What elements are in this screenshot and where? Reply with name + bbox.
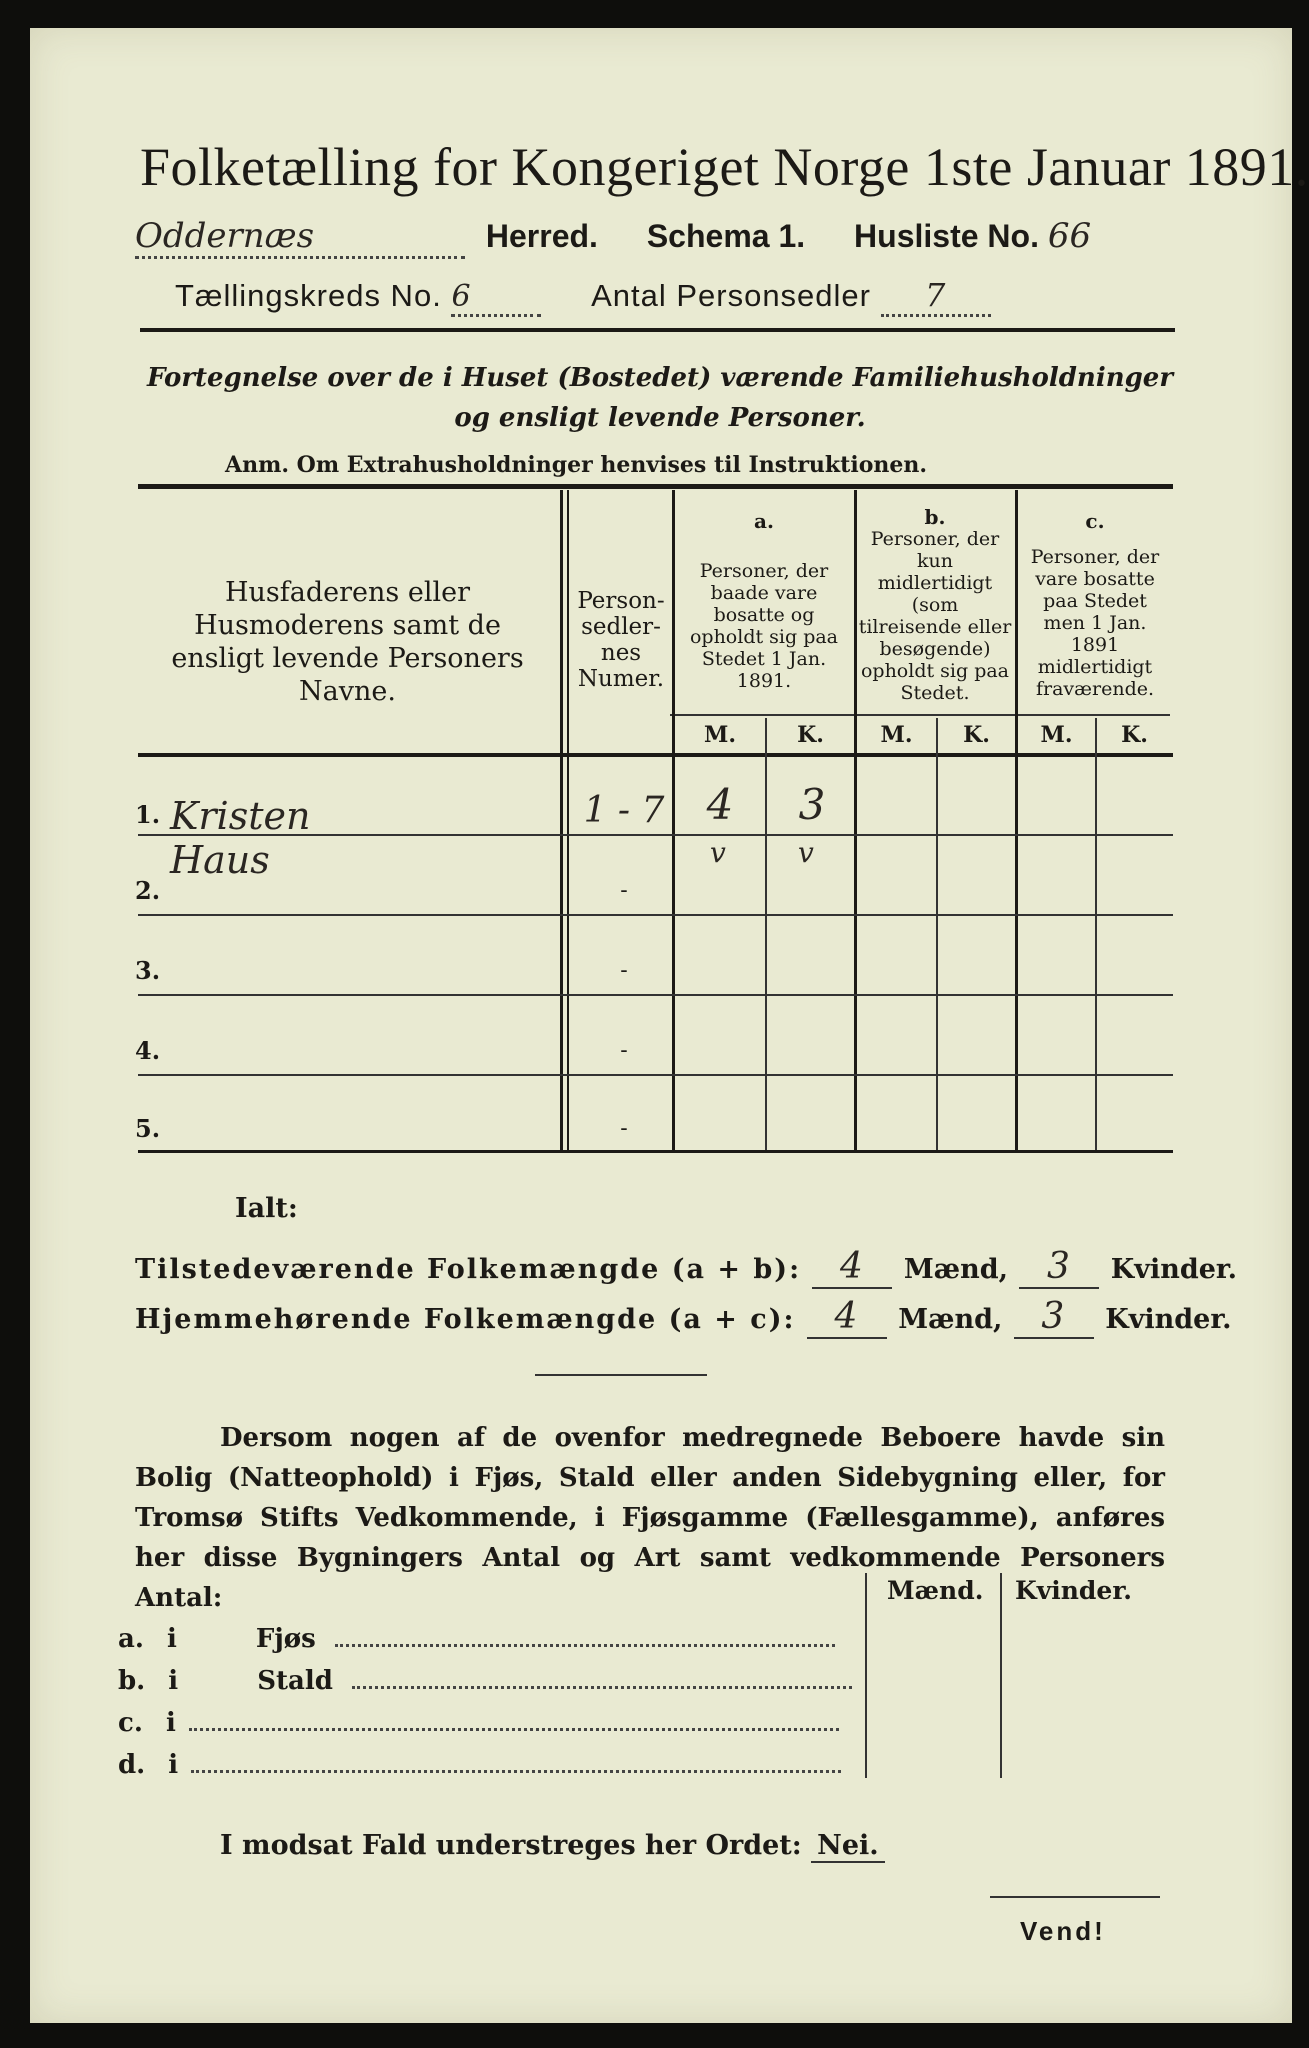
row-number: 3. bbox=[135, 956, 161, 985]
buildings-kvinder-header: Kvinder. bbox=[1015, 1576, 1132, 1605]
note: Anm. Om Extrahusholdninger henvises til Instruktionen. bbox=[225, 452, 928, 478]
husliste-label: Husliste No. bbox=[854, 218, 1039, 254]
row-a-k-check: v bbox=[798, 836, 814, 869]
building-dots bbox=[352, 1686, 852, 1689]
tilstede-k: 3 bbox=[1019, 1246, 1099, 1289]
building-letter: c. bbox=[118, 1708, 143, 1738]
vend-rule bbox=[990, 1896, 1160, 1898]
building-letter: d. bbox=[118, 1750, 146, 1780]
row-rule bbox=[138, 1074, 1173, 1076]
municipality-field: Oddernæs bbox=[135, 216, 465, 259]
col-sep-a-mk bbox=[765, 718, 767, 1150]
tilstede-m: 4 bbox=[812, 1246, 892, 1289]
row-name: Kristen Haus bbox=[170, 794, 311, 882]
col-sep-b bbox=[1015, 490, 1018, 1150]
tilstede-maend-label: Mænd, bbox=[903, 1254, 1008, 1285]
mk-rule bbox=[670, 714, 1170, 716]
tilstede-kvinder-label: Kvinder. bbox=[1110, 1254, 1238, 1285]
building-row-d bbox=[118, 1750, 858, 1780]
col-header-numer: Person-sedler-nes Numer. bbox=[577, 588, 665, 692]
col-sep-b-mk bbox=[936, 718, 938, 1150]
col-header-a: Personer, der baade vare bosatte og opholdt sig paa Stedet 1 Jan. 1891. bbox=[689, 560, 839, 692]
a-m-header: M. bbox=[703, 722, 736, 748]
buildings-col-sep-2 bbox=[1000, 1573, 1002, 1778]
col-header-name: Husfaderens eller Husmoderens samt de ensligt levende Personers Navne. bbox=[171, 577, 524, 707]
kreds-label: Tællingskreds No. bbox=[175, 278, 442, 313]
table-top-rule bbox=[138, 484, 1173, 489]
row-numer: - bbox=[620, 878, 628, 903]
tilstede-line bbox=[135, 1246, 1237, 1289]
census-form bbox=[30, 28, 1309, 2023]
row-number: 1. bbox=[135, 800, 161, 829]
col-header-b: Personer, der kun midlertidigt (som tilreisende eller besøgende) opholdt sig paa Stedet. bbox=[858, 528, 1012, 704]
table-bottom-rule bbox=[138, 1150, 1173, 1153]
schema-label: Schema 1. bbox=[646, 218, 806, 254]
row-a-k: 3 bbox=[798, 780, 826, 829]
nei-word: Nei. bbox=[811, 1830, 885, 1863]
herred-label: Herred. bbox=[485, 218, 598, 254]
hjemme-kvinder-label: Kvinder. bbox=[1105, 1304, 1232, 1335]
form-title: Folketælling for Kongeriget Norge 1ste Januar 1891. bbox=[140, 137, 1309, 197]
col-header-b-letter: b. bbox=[924, 505, 946, 529]
tilstede-label: Tilstedeværende Folkemængde (a + b): bbox=[135, 1254, 802, 1285]
b-k-header: K. bbox=[963, 722, 990, 748]
building-letter: a. bbox=[118, 1624, 144, 1654]
kreds-number: 6 bbox=[451, 279, 541, 317]
row-numer: - bbox=[620, 1038, 628, 1063]
header-row-kreds bbox=[175, 276, 1175, 317]
sidebygning-paragraph bbox=[135, 1418, 1165, 1618]
building-row-a bbox=[118, 1624, 858, 1654]
col-sep-name-2 bbox=[567, 490, 569, 1150]
building-prep: i bbox=[166, 1624, 177, 1654]
col-sep-numer bbox=[672, 490, 675, 1150]
building-dots bbox=[335, 1644, 835, 1647]
a-k-header: K. bbox=[797, 722, 824, 748]
personsedler-count: 7 bbox=[881, 276, 991, 317]
building-dots bbox=[189, 1728, 839, 1731]
subtitle: Fortegnelse over de i Huset (Bostedet) værende Familiehusholdninger og ensligt levende Personer. bbox=[146, 363, 1174, 433]
building-row-b bbox=[118, 1666, 858, 1696]
modsat-text: I modsat Fald understreges her Ordet: bbox=[220, 1830, 802, 1861]
header-rule bbox=[140, 328, 1175, 332]
building-prep: i bbox=[168, 1666, 179, 1696]
ialt-label: Ialt: bbox=[235, 1193, 298, 1224]
hjemme-k: 3 bbox=[1014, 1296, 1094, 1339]
row-rule bbox=[138, 914, 1173, 916]
row-number: 4. bbox=[135, 1036, 161, 1065]
personsedler-label: Antal Personsedler bbox=[591, 278, 871, 313]
vend-label: Vend! bbox=[1020, 1916, 1106, 1946]
col-sep-name bbox=[560, 490, 563, 1150]
building-label: Stald bbox=[257, 1666, 333, 1696]
modsat-line bbox=[220, 1830, 885, 1861]
row-number: 2. bbox=[135, 876, 161, 905]
c-m-header: M. bbox=[1040, 722, 1073, 748]
row-numer: - bbox=[620, 1116, 628, 1141]
paragraph-text: Dersom nogen af de ovenfor medregnede Beboere havde sin Bolig (Natteophold) i Fjøs, Stald eller anden Sidebygning eller, for Tromsø Stifts Vedkommende, i Fjøsgamme (Fællesgamme), anføres her disse Bygningers Antal og Art samt vedkommende Personers Antal: bbox=[135, 1423, 1165, 1613]
col-header-c: Personer, der vare bosatte paa Stedet men 1 Jan. 1891 midlertidigt fraværende. bbox=[1030, 546, 1160, 700]
row-number: 5. bbox=[135, 1114, 161, 1143]
col-sep-a bbox=[854, 490, 857, 1150]
row-rule bbox=[138, 994, 1173, 996]
building-row-c bbox=[118, 1708, 858, 1738]
b-m-header: M. bbox=[880, 722, 913, 748]
row-numer: - bbox=[620, 958, 628, 983]
hjemme-m: 4 bbox=[807, 1296, 887, 1339]
separator-rule bbox=[535, 1374, 707, 1376]
row-numer: 1 - 7 bbox=[583, 790, 665, 831]
col-sep-c-mk bbox=[1095, 718, 1097, 1150]
buildings-maend-header: Mænd. bbox=[887, 1576, 984, 1605]
building-prep: i bbox=[165, 1708, 176, 1738]
hjemme-label: Hjemmehørende Folkemængde (a + c): bbox=[135, 1304, 796, 1335]
building-prep: i bbox=[168, 1750, 179, 1780]
buildings-col-sep-1 bbox=[865, 1573, 867, 1778]
row-a-m: 4 bbox=[706, 780, 734, 829]
header-row-herred bbox=[135, 216, 1185, 259]
hjemme-line bbox=[135, 1296, 1231, 1339]
row-a-m-check: v bbox=[710, 836, 726, 869]
building-label: Fjøs bbox=[255, 1624, 316, 1654]
col-header-a-letter: a. bbox=[754, 509, 774, 533]
col-header-c-letter: c. bbox=[1085, 509, 1105, 533]
hjemme-maend-label: Mænd, bbox=[898, 1304, 1003, 1335]
c-k-header: K. bbox=[1121, 722, 1148, 748]
husliste-number: 66 bbox=[1047, 216, 1092, 256]
building-dots bbox=[191, 1770, 841, 1773]
building-letter: b. bbox=[118, 1666, 146, 1696]
